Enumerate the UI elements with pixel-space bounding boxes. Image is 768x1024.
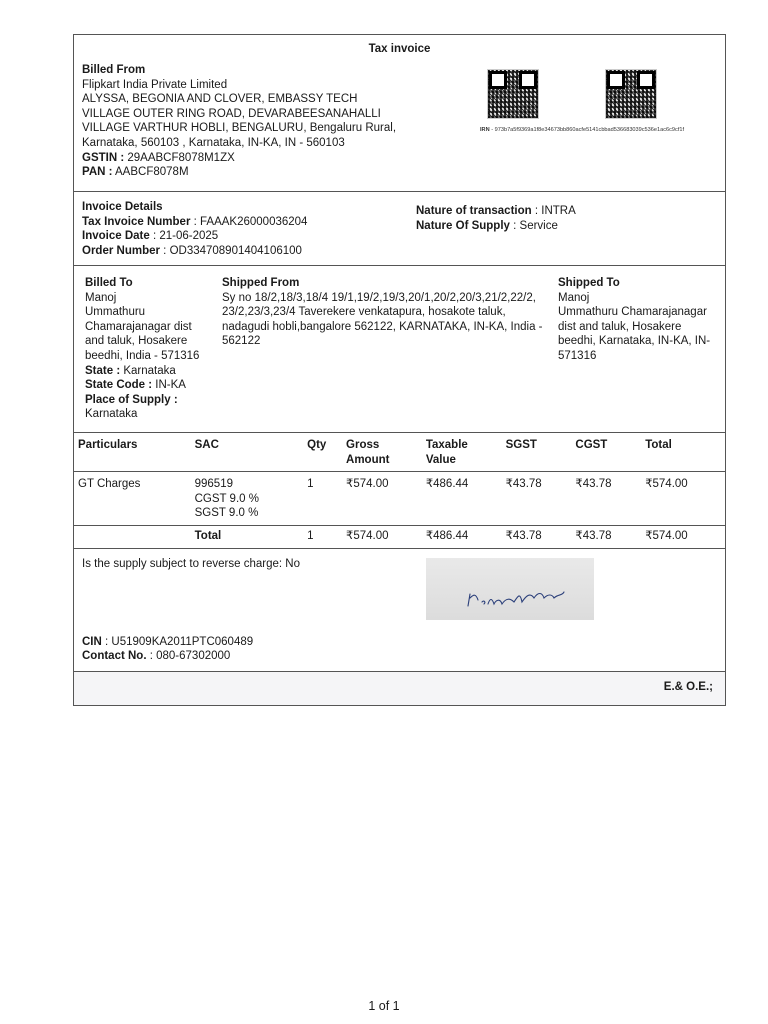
parties-section <box>74 266 725 433</box>
billed-to-block <box>85 276 199 422</box>
column-header-qty: Qty <box>303 433 342 472</box>
page-indicator: 1 of 1 <box>368 999 400 1013</box>
billed-to-line: beedhi, India - 571316 <box>85 349 200 362</box>
sgst-rate: SGST 9.0 % <box>194 507 259 520</box>
company-contact <box>82 635 253 664</box>
shipped-to-line: beedhi, Karnataka, IN-KA, IN- <box>558 335 711 348</box>
table-header-row <box>74 433 725 472</box>
cell-sac <box>191 472 304 526</box>
order-number-label: Order Number <box>82 244 160 257</box>
billed-to-line: Chamarajanagar dist <box>85 320 192 333</box>
column-header-cgst: CGST <box>571 433 641 472</box>
billed-to-state-code <box>85 378 199 393</box>
transaction-value: INTRA <box>541 205 576 217</box>
total-sgst: ₹43.78 <box>505 529 542 542</box>
cell-sgst: ₹43.78 <box>502 472 572 526</box>
pan-value: AABCF8078M <box>115 166 189 179</box>
shipped-to-line: dist and taluk, Hosakere <box>558 320 682 333</box>
shipped-from-line: Sy no 18/2,18/3,18/4 19/1,19/2,19/3,20/1,20/2,20/3,21/2,22/2, <box>222 291 536 304</box>
items-table <box>74 433 725 548</box>
shipped-from-heading: Shipped From <box>222 277 300 289</box>
invoice-number-value: FAAAK26000036204 <box>200 215 308 228</box>
shipped-to-line: 571316 <box>558 349 597 362</box>
invoice-footer <box>74 549 725 672</box>
seller-gstin <box>82 151 717 166</box>
total-cgst: ₹43.78 <box>575 529 612 542</box>
invoice-date-value: 21-06-2025 <box>159 230 219 243</box>
pan-label: PAN : <box>82 166 113 179</box>
billed-to-line: Manoj <box>85 291 117 304</box>
cin-label: CIN <box>82 635 102 648</box>
signature-image <box>426 558 594 620</box>
invoice-header <box>74 35 725 192</box>
items-section <box>74 433 725 549</box>
cell-taxable-value: ₹486.44 <box>422 472 502 526</box>
state-label: State : <box>85 364 121 377</box>
shipped-to-line: Ummathuru Chamarajanagar <box>558 306 707 319</box>
column-header-sgst: SGST <box>502 433 572 472</box>
total-label: Total <box>194 529 222 542</box>
invoice-details-heading: Invoice Details <box>82 201 163 213</box>
contact-label: Contact No. <box>82 650 147 663</box>
billed-to-state <box>85 364 199 379</box>
shipped-from-line: 562122 <box>222 335 261 348</box>
total-taxable-value: ₹486.44 <box>425 529 469 542</box>
gstin-label: GSTIN : <box>82 151 125 164</box>
invoice-date: Invoice Date : 21-06-2025 <box>82 230 219 243</box>
total-amount: ₹574.00 <box>645 529 688 542</box>
reverse-charge-note: Is the supply subject to reverse charge: No <box>82 557 300 570</box>
column-header-taxable-value: Taxable Value <box>422 433 502 472</box>
eoe-note: E.& O.E.; <box>74 672 725 705</box>
state-value: Karnataka <box>123 364 176 377</box>
supply-label: Nature Of Supply <box>416 219 510 232</box>
shipped-to-line: Manoj <box>558 291 590 304</box>
cell-qty: 1 <box>303 472 342 526</box>
nature-of-transaction: Nature of transaction : INTRA <box>416 205 576 217</box>
state-code-label: State Code : <box>85 379 153 392</box>
billed-from-heading: Billed From <box>82 64 146 76</box>
total-gross-amount: ₹574.00 <box>346 529 389 542</box>
tax-invoice-number: Tax Invoice Number : FAAAK26000036204 <box>82 215 308 228</box>
seller-name: Flipkart India Private Limited <box>82 78 228 91</box>
total-qty: 1 <box>307 529 314 542</box>
billed-to-line: and taluk, Hosakere <box>85 335 188 348</box>
qr-code-icon <box>605 69 657 119</box>
billed-to-line: Ummathuru <box>85 306 146 319</box>
seller-pan <box>82 165 717 180</box>
nature-of-supply: Nature Of Supply : Service <box>416 219 558 232</box>
billed-to-heading: Billed To <box>85 277 133 289</box>
shipped-to-block <box>558 276 710 364</box>
order-number: Order Number : OD334708901404106100 <box>82 244 302 257</box>
irn-label: IRN <box>480 127 490 133</box>
seller-address-line: VILLAGE OUTER RING ROAD, DEVARABEESANAHALLI <box>82 107 381 120</box>
cin-line: CIN : U51909KA2011PTC060489 <box>82 635 254 648</box>
order-number-value: OD334708901404106100 <box>169 244 302 257</box>
cell-particulars: GT Charges <box>74 472 191 526</box>
column-header-gross-amount: Gross Amount <box>342 433 422 472</box>
supply-value: Service <box>519 219 558 232</box>
gstin-value: 29AABCF8078M1ZX <box>127 151 235 164</box>
signature-icon <box>426 558 594 620</box>
state-code-value: IN-KA <box>155 379 186 392</box>
invoice-number-label: Tax Invoice Number <box>82 215 191 228</box>
irn-value: - 973b7a5f9369a1f8e34673bb860acfe5141cbbad536683039c536e1ac6c9cf1f <box>491 127 685 133</box>
transaction-info <box>416 204 576 233</box>
cin-value: U51909KA2011PTC060489 <box>111 635 254 648</box>
place-of-supply-label: Place of Supply : <box>85 393 178 406</box>
contact-line: Contact No. : 080-67302000 <box>82 650 231 663</box>
table-row <box>74 472 725 526</box>
column-header-particulars: Particulars <box>74 433 191 472</box>
contact-value: 080-67302000 <box>156 650 231 663</box>
shipped-from-block <box>222 276 543 349</box>
tax-invoice <box>73 34 726 706</box>
shipped-to-heading: Shipped To <box>558 277 620 289</box>
cgst-rate: CGST 9.0 % <box>194 492 259 505</box>
cell-cgst: ₹43.78 <box>571 472 641 526</box>
column-header-sac: SAC <box>191 433 304 472</box>
total-row <box>74 525 725 547</box>
sac-code: 996519 <box>194 478 233 491</box>
shipped-from-line: 23/2,23/3,23/4 Taverekere venkatapura, hosakote taluk, <box>222 306 506 319</box>
irn-line <box>480 127 684 133</box>
seller-address-line: Karnataka, 560103 , Karnataka, IN-KA, IN - 560103 <box>82 136 345 149</box>
cell-total: ₹574.00 <box>641 472 725 526</box>
qr-code-icon <box>487 69 539 119</box>
transaction-label: Nature of transaction <box>416 205 532 217</box>
invoice-details-section <box>74 192 725 266</box>
seller-address-line: VILLAGE VARTHUR HOBLI, BENGALURU, Bengaluru Rural, <box>82 122 397 135</box>
place-of-supply-value: Karnataka <box>85 408 138 421</box>
seller-address-line: ALYSSA, BEGONIA AND CLOVER, EMBASSY TECH <box>82 93 358 106</box>
shipped-from-line: nadagudi hobli,bangalore 562122, KARNATAKA, IN-KA, India - <box>222 320 543 333</box>
invoice-date-label: Invoice Date <box>82 230 150 243</box>
column-header-total: Total <box>641 433 725 472</box>
invoice-title: Tax invoice <box>368 43 431 55</box>
cell-gross-amount: ₹574.00 <box>342 472 422 526</box>
